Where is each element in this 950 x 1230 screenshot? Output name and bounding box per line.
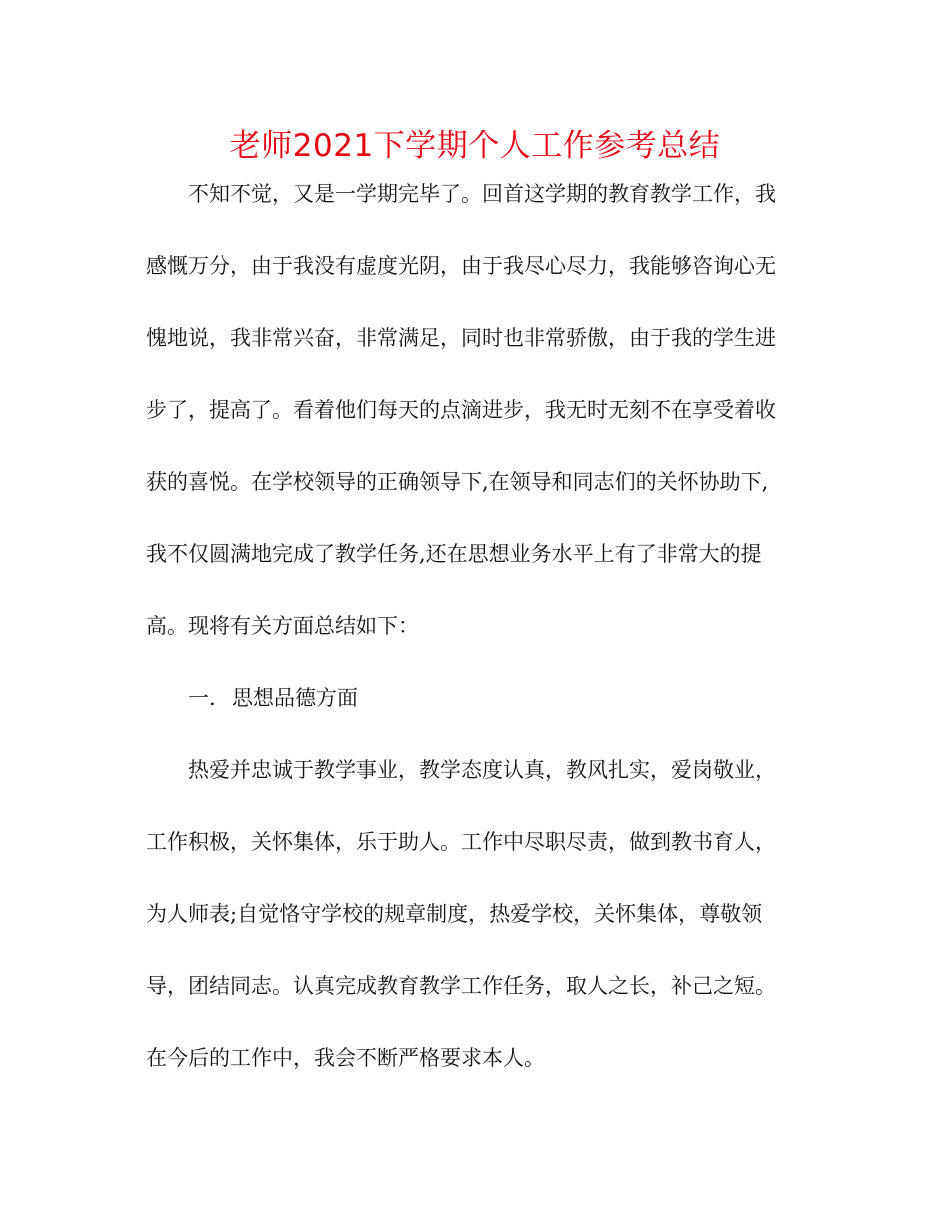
paragraph-line: 不知不觉，又是一学期完毕了。回首这学期的教育教学工作，我 [188,182,776,206]
paragraph-line: 为人师表;自觉恪守学校的规章制度，热爱学校，关怀集体，尊敬领 [146,902,763,926]
section-heading [146,674,806,746]
document-title: 老师2021下学期个人工作参考总结 [229,128,721,164]
paragraph-intro [146,170,806,674]
paragraph-line: 我不仅圆满地完成了教学任务,还在思想业务水平上有了非常大的提 [146,542,762,566]
paragraph-line: 高。现将有关方面总结如下： [146,614,419,638]
document-body [146,170,806,1106]
paragraph-line: 获的喜悦。在学校领导的正确领导下,在领导和同志们的关怀协助下, [146,470,769,494]
section-heading-text: 思想品德方面 [232,686,358,710]
paragraph-line: 愧地说，我非常兴奋，非常满足，同时也非常骄傲，由于我的学生进 [146,326,776,350]
paragraph-line: 导，团结同志。认真完成教育教学工作任务，取人之长，补己之短。 [146,974,776,998]
paragraph-line: 步了，提高了。看着他们每天的点滴进步，我无时无刻不在享受着收 [146,398,776,422]
paragraph-line: 感慨万分，由于我没有虚度光阴，由于我尽心尽力，我能够咨询心无 [146,254,776,278]
section-number: 一. [188,686,216,710]
paragraph-line: 热爱并忠诚于教学事业，教学态度认真，教风扎实，爱岗敬业， [188,758,776,782]
paragraph-ethics [146,746,806,1106]
paragraph-line: 在今后的工作中，我会不断严格要求本人。 [146,1046,545,1070]
paragraph-line: 工作积极，关怀集体，乐于助人。工作中尽职尽责，做到教书育人， [146,830,776,854]
